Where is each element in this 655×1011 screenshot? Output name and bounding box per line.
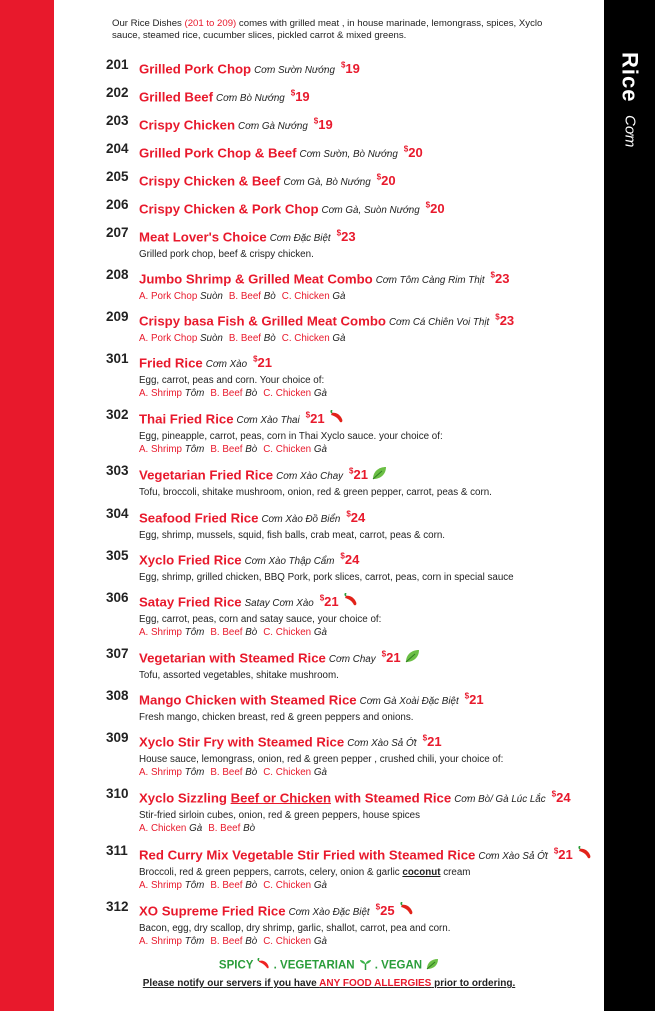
item-price: $24 (340, 552, 360, 568)
item-name: Xyclo Fried Rice (139, 552, 242, 568)
item-description: Tofu, broccoli, shitake mushroom, onion, red & green pepper, carrot, peas & corn. (139, 487, 492, 499)
item-name: Grilled Pork Chop & Beef (139, 145, 297, 161)
choice-label: B. Beef (210, 880, 243, 892)
item-vietnamese-name: Cơm Đặc Biệt (269, 233, 331, 245)
choice-label: C. Chicken (281, 291, 330, 303)
item-vietnamese-name: Cơm Chay (328, 654, 376, 666)
choice-vietnamese: Bò (245, 936, 258, 948)
item-price: $19 (290, 89, 310, 105)
item-vietnamese-name: Cơm Xào Đồ Biển (261, 514, 341, 526)
choice-vietnamese: Bò (245, 388, 258, 400)
item-price: $21 (422, 734, 442, 750)
choice-label: A. Shrimp (139, 880, 183, 892)
item-price: $24 (346, 510, 366, 526)
chili-icon (399, 902, 414, 921)
choice-vietnamese: Gà (332, 291, 346, 303)
choice-label: B. Beef (210, 388, 243, 400)
item-number: 312 (106, 899, 129, 914)
choice-label: B. Beef (228, 291, 262, 303)
item-number: 303 (106, 463, 129, 478)
menu-item (106, 688, 554, 724)
choice-vietnamese: Gà (332, 333, 346, 345)
allergy-notice: Please notify our servers if you have ANY FOOD ALLERGIES prior to ordering. (142, 978, 516, 989)
menu-content (106, 18, 573, 948)
item-name: XO Supreme Fried Rice (139, 903, 286, 919)
choice-label: B. Beef (208, 823, 241, 835)
item-number: 203 (106, 113, 129, 128)
menu-item (106, 169, 554, 192)
menu-item (106, 548, 554, 584)
item-vietnamese-name: Cơm Xào Thai (236, 415, 300, 427)
item-name: Xyclo Sizzling Beef or Chicken with Steamed Rice (139, 790, 452, 806)
item-name: Crispy Chicken (139, 117, 236, 133)
choice-label: A. Pork Chop (139, 291, 198, 303)
item-choices (139, 935, 554, 948)
legend-spicy: SPICY (218, 959, 254, 972)
leaf-icon (372, 466, 387, 485)
item-name: Jumbo Shrimp & Grilled Meat Combo (139, 271, 373, 287)
choice-label: C. Chicken (263, 627, 312, 639)
item-name: Thai Fried Rice (139, 411, 234, 427)
item-name: Crispy Chicken & Beef (139, 173, 281, 189)
item-description: Egg, carrot, peas, corn and satay sauce, your choice of: (139, 614, 382, 626)
item-vietnamese-name: Cơm Xào Đặc Biệt (288, 907, 370, 919)
item-number: 209 (106, 309, 129, 324)
menu-item (106, 351, 554, 400)
left-red-bar (0, 0, 54, 1011)
item-price: $20 (425, 201, 445, 217)
item-vietnamese-name: Cơm Sườn, Bò Nướng (299, 149, 398, 161)
allergy-highlight: ANY FOOD ALLERGIES (319, 978, 432, 989)
menu-item (106, 141, 554, 164)
item-vietnamese-name: Cơm Gà, Suòn Nướng (321, 205, 420, 217)
diet-legend: SPICY . VEGETARIAN . VEGAN (54, 958, 604, 973)
menu-item (106, 463, 554, 499)
menu-item (106, 309, 554, 345)
choice-label: A. Shrimp (139, 627, 183, 639)
choice-vietnamese: Gà (313, 388, 327, 400)
item-number: 301 (106, 351, 129, 366)
menu-item (106, 590, 554, 639)
choice-vietnamese: Bò (245, 880, 258, 892)
choice-vietnamese: Gà (313, 936, 327, 948)
item-choices (139, 290, 554, 303)
choice-label: C. Chicken (263, 444, 312, 456)
item-name: Fried Rice (139, 355, 203, 371)
item-vietnamese-name: Cơm Sườn Nướng (254, 65, 335, 77)
intro-range: (201 to 209) (184, 18, 237, 29)
item-vietnamese-name: Satay Cơm Xào (244, 598, 314, 610)
item-price: $21 (349, 467, 368, 483)
item-description: Stir-fried sirloin cubes, onion, red & green peppers, house spices (139, 810, 420, 822)
item-vietnamese-name: Cơm Xào Sả Ớt (478, 851, 548, 863)
item-number: 204 (106, 141, 129, 156)
side-title-main: Rice (617, 52, 643, 103)
chili-icon (343, 593, 358, 612)
chili-icon (257, 958, 270, 973)
item-price: $23 (490, 271, 510, 287)
item-choices (139, 879, 554, 892)
choice-label: A. Pork Chop (139, 333, 198, 345)
item-price: $20 (376, 173, 396, 189)
chili-icon (577, 846, 592, 865)
item-number: 207 (106, 225, 129, 240)
choice-vietnamese: Gà (313, 627, 327, 639)
item-price: $21 (381, 650, 401, 666)
item-name: Seafood Fried Rice (139, 510, 259, 526)
item-description: House sauce, lemongrass, onion, red & green pepper , crushed chili, your choice of: (139, 754, 504, 766)
choice-vietnamese: Gà (313, 444, 327, 456)
item-number: 202 (106, 85, 129, 100)
menu-item (106, 113, 554, 136)
item-choices (139, 822, 554, 835)
item-number: 306 (106, 590, 129, 605)
choice-vietnamese: Tôm (184, 388, 205, 400)
menu-item (106, 786, 571, 835)
choice-label: C. Chicken (263, 388, 312, 400)
item-choices (139, 766, 554, 779)
item-number: 208 (106, 267, 129, 282)
item-number: 304 (106, 506, 129, 521)
item-vietnamese-name: Cơm Xào (205, 359, 248, 371)
item-price: $23 (495, 313, 515, 329)
item-number: 302 (106, 407, 129, 422)
item-vietnamese-name: Cơm Xào Thập Cẩm (244, 556, 335, 568)
choice-label: A. Shrimp (139, 444, 183, 456)
item-number: 201 (106, 57, 129, 72)
choice-label: B. Beef (210, 627, 243, 639)
menu-item (106, 506, 554, 542)
legend-vegan: VEGAN (381, 959, 423, 972)
choice-label: C. Chicken (263, 767, 312, 779)
item-vietnamese-name: Cơm Gà Nướng (238, 121, 308, 133)
item-number: 206 (106, 197, 129, 212)
menu-item (106, 57, 554, 80)
choice-vietnamese: Suòn (200, 333, 223, 345)
menu-item (106, 407, 554, 456)
item-description: Grilled pork chop, beef & crispy chicken. (139, 249, 314, 261)
choice-label: B. Beef (210, 936, 243, 948)
choice-vietnamese: Gà (313, 767, 327, 779)
item-vietnamese-name: Cơm Xào Chay (276, 471, 344, 483)
choice-vietnamese: Bò (263, 291, 276, 303)
item-price: $20 (403, 145, 423, 161)
choice-label: A. Chicken (139, 823, 187, 835)
menu-item (106, 267, 554, 303)
choice-label: A. Shrimp (139, 388, 183, 400)
item-name: Mango Chicken with Steamed Rice (139, 692, 357, 708)
item-vietnamese-name: Cơm Bò Nướng (216, 93, 285, 105)
item-price: $21 (464, 692, 484, 708)
item-choices (139, 443, 554, 456)
intro-text: Our Rice Dishes (201 to 209) comes with grilled meat , in house marinade, lemongrass, spices, Xyclo sauce, steamed rice, cucumber slices, pickled carrot & mixed greens. (112, 18, 543, 41)
item-number: 307 (106, 646, 129, 661)
choice-vietnamese: Bò (245, 627, 258, 639)
item-name: Xyclo Stir Fry with Steamed Rice (139, 734, 345, 750)
item-price: $25 (375, 903, 395, 919)
item-number: 310 (106, 786, 129, 801)
item-description: Egg, carrot, peas and corn. Your choice of: (139, 375, 325, 387)
choice-vietnamese: Bò (243, 823, 256, 835)
item-name: Red Curry Mix Vegetable Stir Fried with Steamed Rice (139, 847, 476, 863)
item-description: Egg, pineapple, carrot, peas, corn in Thai Xyclo sauce. your choice of: (139, 431, 443, 443)
item-description: Tofu, assorted vegetables, shitake mushroom. (139, 670, 339, 682)
item-name: Crispy basa Fish & Grilled Meat Combo (139, 313, 386, 329)
side-title-sub: Cơm (621, 114, 639, 148)
item-vietnamese-name: Cơm Bò/ Gà Lúc Lắc (454, 794, 546, 806)
choice-label: C. Chicken (281, 333, 330, 345)
item-price: $21 (305, 411, 325, 427)
menu-item (106, 843, 573, 892)
item-vietnamese-name: Cơm Xào Sả Ớt (347, 738, 417, 750)
item-name: Vegetarian Fried Rice (139, 467, 274, 483)
item-vietnamese-name: Cơm Tôm Càng Rim Thịt (375, 275, 485, 287)
item-name: Crispy Chicken & Pork Chop (139, 201, 319, 217)
item-price: $21 (253, 355, 272, 371)
choice-vietnamese: Bò (245, 767, 258, 779)
item-price: $19 (340, 61, 360, 77)
choice-label: B. Beef (210, 444, 243, 456)
choice-vietnamese: Tôm (184, 936, 205, 948)
item-price: $19 (313, 117, 333, 133)
choice-vietnamese: Tôm (184, 767, 205, 779)
legend-vegetarian: VEGETARIAN (280, 959, 355, 972)
menu-item (106, 225, 554, 261)
item-name: Grilled Pork Chop (139, 61, 252, 77)
item-choices (139, 332, 554, 345)
right-black-bar (604, 0, 655, 1011)
choice-vietnamese: Bò (245, 444, 258, 456)
item-description: Bacon, egg, dry scallop, dry shrimp, garlic, shallot, carrot, pea and corn. (139, 923, 451, 935)
item-name: Vegetarian with Steamed Rice (139, 650, 326, 666)
item-description: Fresh mango, chicken breast, red & green peppers and onions. (139, 712, 414, 724)
item-price: $21 (319, 594, 339, 610)
choice-label: B. Beef (228, 333, 262, 345)
item-number: 308 (106, 688, 129, 703)
item-description: Egg, shrimp, grilled chicken, BBQ Pork, pork slices, carrot, peas, corn in special sauce (139, 572, 514, 584)
item-number: 305 (106, 548, 129, 563)
sprout-icon (359, 958, 372, 973)
side-title (604, 52, 655, 147)
item-choices (139, 387, 554, 400)
choice-vietnamese: Tôm (184, 880, 205, 892)
item-name: Grilled Beef (139, 89, 214, 105)
item-name: Satay Fried Rice (139, 594, 242, 610)
choice-label: A. Shrimp (139, 936, 183, 948)
item-number: 309 (106, 730, 129, 745)
choice-label: A. Shrimp (139, 767, 183, 779)
item-price: $24 (551, 790, 571, 806)
item-vietnamese-name: Cơm Gà Xoài Đặc Biệt (359, 696, 459, 708)
choice-vietnamese: Tôm (184, 444, 205, 456)
item-description: Egg, shrimp, mussels, squid, fish balls, crab meat, carrot, peas & corn. (139, 530, 446, 542)
choice-vietnamese: Bò (263, 333, 276, 345)
menu-item (106, 197, 554, 220)
menu-item (106, 646, 554, 682)
choice-label: C. Chicken (263, 936, 312, 948)
choice-vietnamese: Tôm (184, 627, 205, 639)
choice-vietnamese: Gà (189, 823, 203, 835)
item-price: $21 (553, 847, 573, 863)
menu-item (106, 85, 554, 108)
item-number: 311 (106, 843, 128, 858)
item-description: Broccoli, red & green peppers, carrots, celery, onion & garlic coconut cream (139, 867, 471, 879)
choice-label: B. Beef (210, 767, 243, 779)
choice-vietnamese: Gà (313, 880, 327, 892)
choice-label: C. Chicken (263, 880, 312, 892)
item-price: $23 (336, 229, 356, 245)
item-name: Meat Lover's Choice (139, 229, 267, 245)
choice-vietnamese: Suòn (200, 291, 223, 303)
chili-icon (329, 410, 344, 429)
menu-item (106, 899, 554, 948)
item-number: 205 (106, 169, 129, 184)
menu-item (106, 730, 554, 779)
leaf-icon (405, 649, 420, 668)
item-vietnamese-name: Cơm Gà, Bò Nướng (283, 177, 371, 189)
item-vietnamese-name: Cơm Cá Chiên Voi Thịt (388, 317, 490, 329)
leaf-icon (426, 958, 439, 973)
item-choices (139, 626, 554, 639)
